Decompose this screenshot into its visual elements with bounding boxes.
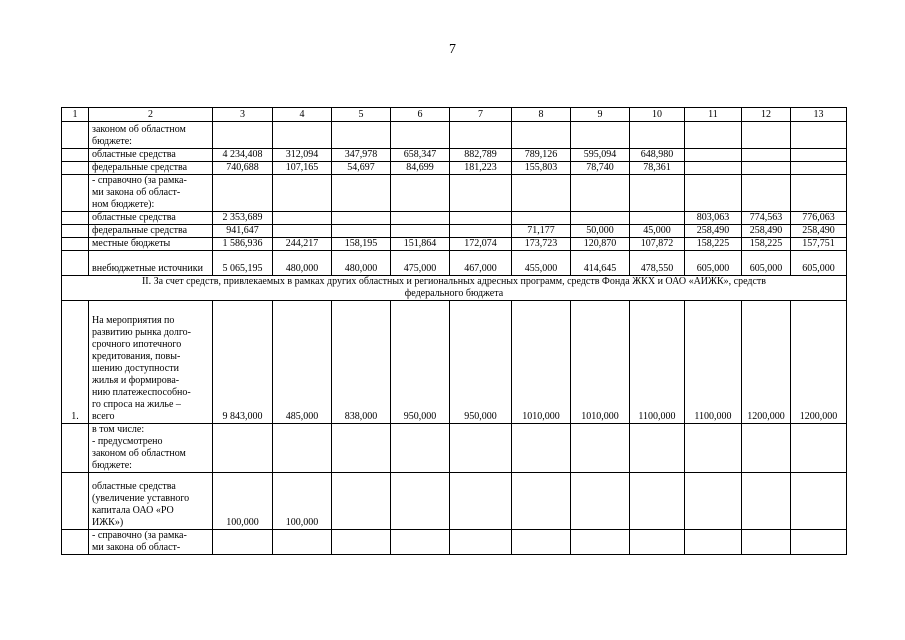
value-cell (391, 473, 450, 530)
value-cell (391, 424, 450, 473)
section-title (62, 276, 847, 301)
row-label-cell: областные средства (увеличение уставного капитала ОАО «РО ИЖК») (89, 473, 213, 530)
row-label-cell: федеральные средства (89, 225, 213, 238)
value-cell: 605,000 (685, 251, 742, 276)
row-index-cell (62, 238, 89, 251)
row-index-cell: 1. (62, 301, 89, 424)
table-row (62, 149, 847, 162)
value-cell: 158,225 (742, 238, 791, 251)
value-cell: 950,000 (391, 301, 450, 424)
value-cell: 347,978 (332, 149, 391, 162)
value-cell: 78,361 (630, 162, 685, 175)
column-header: 1 (62, 108, 89, 122)
value-cell (791, 175, 847, 212)
table-row (62, 175, 847, 212)
value-cell: 776,063 (791, 212, 847, 225)
value-cell (332, 225, 391, 238)
column-header: 5 (332, 108, 391, 122)
table-row (62, 212, 847, 225)
value-cell (512, 175, 571, 212)
value-cell: 107,872 (630, 238, 685, 251)
column-header: 2 (89, 108, 213, 122)
page-number: 7 (449, 42, 456, 57)
value-cell (332, 530, 391, 555)
value-cell: 155,803 (512, 162, 571, 175)
value-cell: 414,645 (571, 251, 630, 276)
value-cell (450, 424, 512, 473)
value-cell (630, 212, 685, 225)
value-cell (630, 473, 685, 530)
column-header: 7 (450, 108, 512, 122)
value-cell (630, 175, 685, 212)
funding-rows-part2 (62, 301, 847, 555)
value-cell: 605,000 (742, 251, 791, 276)
value-cell (512, 473, 571, 530)
value-cell (213, 424, 273, 473)
value-cell: 2 353,689 (213, 212, 273, 225)
value-cell: 107,165 (273, 162, 332, 175)
row-label-cell: На мероприятия по развитию рынка долго- срочного ипотечного кредитования, повы- шению доступности жилья и формирова- нию платежеспособно- го спроса на жилье – всего (89, 301, 213, 424)
value-cell (742, 530, 791, 555)
row-label-cell: областные средства (89, 212, 213, 225)
table-row (62, 473, 847, 530)
value-cell: 774,563 (742, 212, 791, 225)
value-cell: 258,490 (791, 225, 847, 238)
value-cell: 803,063 (685, 212, 742, 225)
value-cell (332, 212, 391, 225)
value-cell (213, 530, 273, 555)
value-cell: 181,223 (450, 162, 512, 175)
value-cell (512, 530, 571, 555)
table-row (62, 530, 847, 555)
row-index-cell (62, 175, 89, 212)
value-cell (791, 122, 847, 149)
section-header (62, 276, 847, 301)
value-cell (742, 162, 791, 175)
value-cell: 478,550 (630, 251, 685, 276)
value-cell (273, 424, 332, 473)
value-cell: 312,094 (273, 149, 332, 162)
value-cell (685, 473, 742, 530)
value-cell: 1100,000 (630, 301, 685, 424)
value-cell (685, 162, 742, 175)
value-cell: 605,000 (791, 251, 847, 276)
value-cell (273, 175, 332, 212)
table-row (62, 238, 847, 251)
row-index-cell (62, 530, 89, 555)
value-cell (630, 424, 685, 473)
value-cell (512, 122, 571, 149)
value-cell: 244,217 (273, 238, 332, 251)
value-cell (742, 149, 791, 162)
value-cell (791, 149, 847, 162)
value-cell (450, 122, 512, 149)
value-cell: 258,490 (742, 225, 791, 238)
value-cell (332, 122, 391, 149)
table-row (62, 162, 847, 175)
value-cell: 151,864 (391, 238, 450, 251)
value-cell: 84,699 (391, 162, 450, 175)
row-index-cell (62, 225, 89, 238)
table-row (62, 301, 847, 424)
column-number-header-row (62, 108, 847, 122)
value-cell (213, 122, 273, 149)
table-row (62, 122, 847, 149)
value-cell: 658,347 (391, 149, 450, 162)
value-cell (791, 473, 847, 530)
value-cell (571, 473, 630, 530)
value-cell: 740,688 (213, 162, 273, 175)
value-cell (742, 175, 791, 212)
value-cell: 595,094 (571, 149, 630, 162)
value-cell (571, 122, 630, 149)
value-cell: 173,723 (512, 238, 571, 251)
row-label-cell: местные бюджеты (89, 238, 213, 251)
value-cell: 158,195 (332, 238, 391, 251)
row-index-cell (62, 473, 89, 530)
value-cell: 9 843,000 (213, 301, 273, 424)
value-cell: 4 234,408 (213, 149, 273, 162)
value-cell: 157,751 (791, 238, 847, 251)
value-cell: 158,225 (685, 238, 742, 251)
row-label-cell: - справочно (за рамка- ми закона об област- ном бюджете): (89, 175, 213, 212)
value-cell (273, 212, 332, 225)
value-cell (630, 122, 685, 149)
value-cell: 1010,000 (571, 301, 630, 424)
value-cell: 838,000 (332, 301, 391, 424)
column-header: 10 (630, 108, 685, 122)
value-cell (742, 122, 791, 149)
value-cell (791, 530, 847, 555)
table-row (62, 225, 847, 238)
table-row (62, 251, 847, 276)
value-cell (685, 149, 742, 162)
value-cell: 648,980 (630, 149, 685, 162)
row-label-cell: внебюджетные источники (89, 251, 213, 276)
value-cell: 258,490 (685, 225, 742, 238)
value-cell (450, 530, 512, 555)
value-cell (512, 424, 571, 473)
value-cell (571, 212, 630, 225)
value-cell: 54,697 (332, 162, 391, 175)
value-cell (273, 225, 332, 238)
value-cell: 950,000 (450, 301, 512, 424)
value-cell (791, 162, 847, 175)
value-cell (332, 473, 391, 530)
value-cell: 467,000 (450, 251, 512, 276)
value-cell (450, 225, 512, 238)
value-cell: 1200,000 (742, 301, 791, 424)
value-cell: 1010,000 (512, 301, 571, 424)
value-cell (391, 175, 450, 212)
value-cell: 100,000 (213, 473, 273, 530)
value-cell: 882,789 (450, 149, 512, 162)
column-header: 12 (742, 108, 791, 122)
value-cell (391, 212, 450, 225)
column-header: 6 (391, 108, 450, 122)
value-cell (391, 225, 450, 238)
budget-table (61, 107, 847, 555)
value-cell (450, 212, 512, 225)
row-label-cell: федеральные средства (89, 162, 213, 175)
row-index-cell (62, 162, 89, 175)
column-header: 3 (213, 108, 273, 122)
value-cell: 1200,000 (791, 301, 847, 424)
table-row (62, 424, 847, 473)
value-cell (273, 530, 332, 555)
value-cell (273, 122, 332, 149)
value-cell: 45,000 (630, 225, 685, 238)
row-label-cell: законом об областном бюджете: (89, 122, 213, 149)
value-cell (512, 212, 571, 225)
column-header: 8 (512, 108, 571, 122)
value-cell: 789,126 (512, 149, 571, 162)
row-index-cell (62, 251, 89, 276)
row-label-cell: - справочно (за рамка- ми закона об област- (89, 530, 213, 555)
funding-rows-part1 (62, 122, 847, 276)
column-header: 4 (273, 108, 332, 122)
row-label-cell: в том числе: - предусмотрено законом об областном бюджете: (89, 424, 213, 473)
value-cell: 50,000 (571, 225, 630, 238)
column-header: 9 (571, 108, 630, 122)
value-cell: 480,000 (332, 251, 391, 276)
value-cell (571, 530, 630, 555)
row-index-cell (62, 122, 89, 149)
value-cell (685, 530, 742, 555)
section-title-line2: федерального бюджета (404, 288, 504, 299)
value-cell (742, 473, 791, 530)
row-index-cell (62, 212, 89, 225)
value-cell (391, 122, 450, 149)
value-cell (685, 424, 742, 473)
value-cell (213, 175, 273, 212)
value-cell (685, 122, 742, 149)
value-cell: 100,000 (273, 473, 332, 530)
value-cell: 1 586,936 (213, 238, 273, 251)
value-cell (571, 175, 630, 212)
value-cell (630, 530, 685, 555)
value-cell (685, 175, 742, 212)
value-cell: 78,740 (571, 162, 630, 175)
section-title-line1: II. За счет средств, привлекаемых в рамках других областных и региональных адресных программ, средств Фонда ЖКХ и ОАО «АИЖК», средств (141, 276, 767, 287)
value-cell (391, 530, 450, 555)
value-cell: 455,000 (512, 251, 571, 276)
value-cell: 941,647 (213, 225, 273, 238)
section-row (62, 276, 847, 301)
value-cell: 1100,000 (685, 301, 742, 424)
value-cell (450, 473, 512, 530)
value-cell (450, 175, 512, 212)
value-cell: 480,000 (273, 251, 332, 276)
value-cell (742, 424, 791, 473)
column-header: 13 (791, 108, 847, 122)
value-cell: 71,177 (512, 225, 571, 238)
value-cell: 475,000 (391, 251, 450, 276)
row-label-cell: областные средства (89, 149, 213, 162)
row-index-cell (62, 149, 89, 162)
value-cell (332, 424, 391, 473)
value-cell: 5 065,195 (213, 251, 273, 276)
column-header: 11 (685, 108, 742, 122)
value-cell (571, 424, 630, 473)
row-index-cell (62, 424, 89, 473)
value-cell: 485,000 (273, 301, 332, 424)
value-cell (791, 424, 847, 473)
value-cell: 120,870 (571, 238, 630, 251)
value-cell: 172,074 (450, 238, 512, 251)
value-cell (332, 175, 391, 212)
